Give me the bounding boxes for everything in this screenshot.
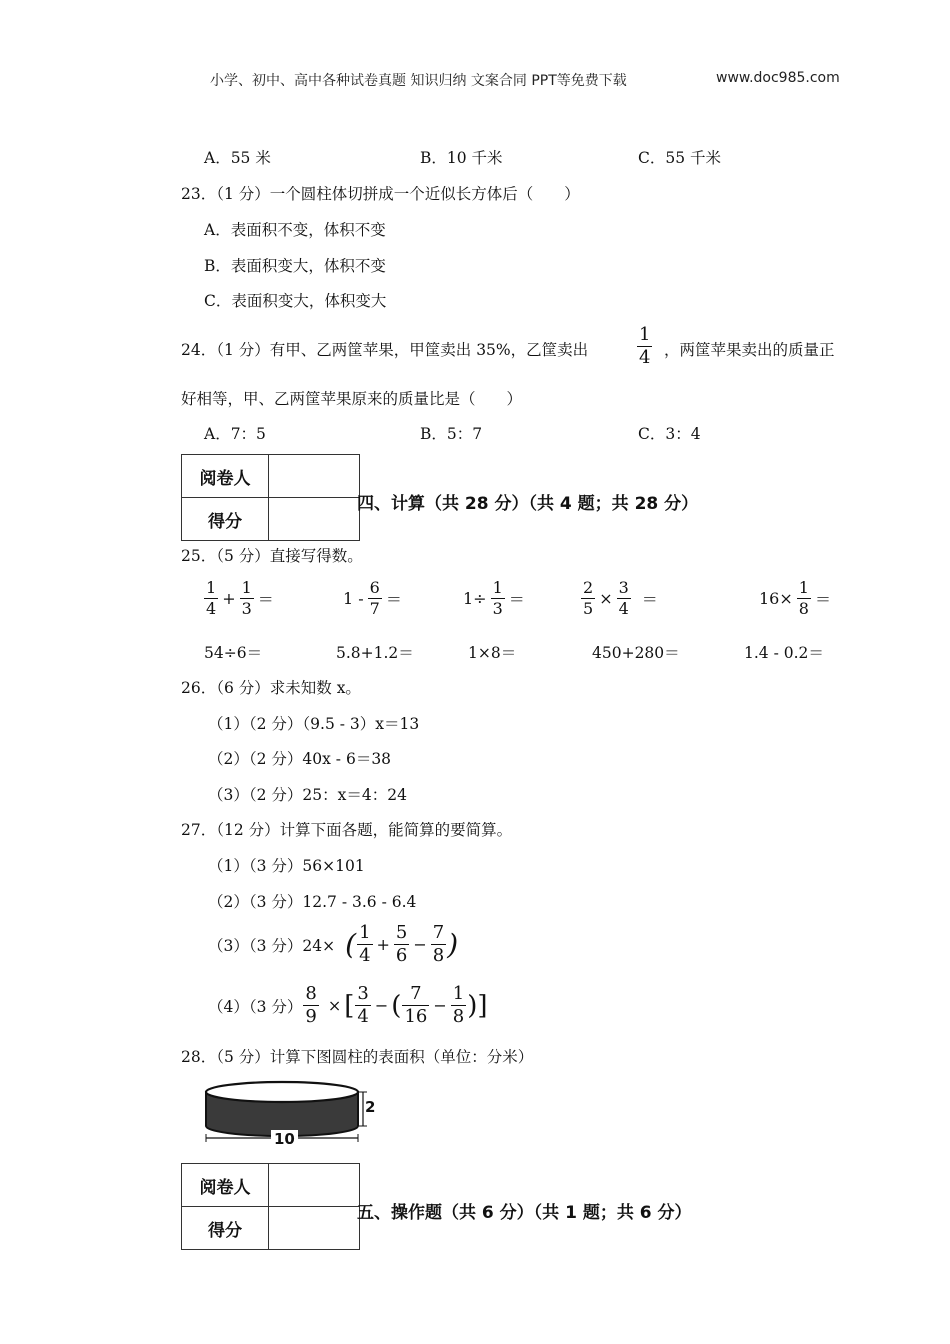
numerator: 1 bbox=[359, 922, 371, 943]
reviewer-blank[interactable] bbox=[269, 455, 360, 498]
score-blank[interactable] bbox=[269, 498, 360, 541]
right-paren: ) bbox=[447, 928, 459, 961]
operator: × bbox=[327, 996, 342, 1015]
reviewer-blank[interactable] bbox=[269, 1164, 360, 1207]
score-table-2 bbox=[181, 1163, 360, 1250]
numerator: 3 bbox=[618, 578, 629, 597]
numerator: 1 bbox=[206, 578, 217, 597]
operator: + bbox=[222, 589, 236, 608]
q23-option-b: B．表面积变大，体积不变 bbox=[204, 257, 386, 275]
q24-frac-numerator: 1 bbox=[639, 324, 651, 345]
q25-item-4 bbox=[580, 580, 661, 617]
q24-frac-denominator: 4 bbox=[639, 347, 651, 368]
score-blank[interactable] bbox=[269, 1207, 360, 1250]
cylinder-diameter-label: 10 bbox=[271, 1130, 298, 1148]
q25-item-3 bbox=[460, 580, 528, 617]
q22-option-b: B．10 千米 bbox=[420, 149, 503, 167]
numerator: 5 bbox=[395, 922, 408, 943]
numerator: 1 bbox=[492, 578, 503, 597]
left-paren: ( bbox=[391, 990, 402, 1021]
equals-sign: ＝ bbox=[641, 590, 658, 609]
q27-stem: 27．（12 分）计算下面各题，能简算的要简算。 bbox=[181, 821, 513, 839]
q25-stem: 25．（5 分）直接写得数。 bbox=[181, 547, 363, 565]
numerator: 1 bbox=[452, 983, 465, 1004]
equals-sign: ＝ bbox=[814, 590, 831, 609]
denominator: 16 bbox=[404, 1006, 428, 1027]
denominator: 3 bbox=[492, 599, 503, 618]
numerator: 1 bbox=[241, 578, 252, 597]
q27-item-4 bbox=[208, 985, 488, 1026]
numerator: 7 bbox=[410, 983, 422, 1004]
cylinder-figure bbox=[200, 1076, 390, 1158]
q25-item-1 bbox=[203, 580, 277, 617]
q24-option-c: C．3：4 bbox=[638, 425, 701, 443]
section-4-title: 四、计算（共 28 分）（共 4 题；共 28 分） bbox=[357, 494, 699, 514]
section-5-title: 五、操作题（共 6 分）（共 1 题；共 6 分） bbox=[357, 1203, 692, 1223]
q26-item-1: （1）（2 分）（9.5 - 3）x＝13 bbox=[208, 715, 420, 733]
q22-option-c: C．55 千米 bbox=[638, 149, 722, 167]
denominator: 4 bbox=[357, 1006, 369, 1027]
q24-stem-part1: 24．（1 分）有甲、乙两筐苹果，甲筐卖出 35%，乙筐卖出 bbox=[181, 341, 589, 359]
score-label: 得分 bbox=[182, 498, 269, 541]
denominator: 8 bbox=[452, 1006, 465, 1027]
denominator: 4 bbox=[359, 945, 371, 966]
right-paren: ) bbox=[467, 990, 478, 1021]
q26-item-2: （2）（2 分）40x - 6＝38 bbox=[208, 750, 392, 768]
numerator: 3 bbox=[357, 983, 369, 1004]
denominator: 7 bbox=[369, 599, 380, 618]
equals-sign: ＝ bbox=[385, 590, 402, 609]
q22-option-a: A．55 米 bbox=[204, 149, 271, 167]
q27-item-3 bbox=[208, 924, 458, 965]
denominator: 4 bbox=[206, 599, 217, 618]
q24-stem-part3: 好相等，甲、乙两筐苹果原来的质量比是（ ） bbox=[181, 390, 523, 408]
score-table-1 bbox=[181, 454, 360, 541]
score-label: 得分 bbox=[182, 1207, 269, 1250]
cylinder-height-label: 2 bbox=[365, 1098, 376, 1116]
page-header-left: 小学、初中、高中各种试卷真题 知识归纳 文案合同 PPT等免费下载 bbox=[210, 73, 627, 89]
numerator: 6 bbox=[369, 578, 380, 597]
denominator: 4 bbox=[618, 599, 629, 618]
q23-option-a: A．表面积不变，体积不变 bbox=[204, 221, 386, 239]
denominator: 8 bbox=[432, 945, 445, 966]
q27-item-1: （1）（3 分）56×101 bbox=[208, 857, 365, 875]
left-paren: ( bbox=[345, 928, 357, 961]
operator: − bbox=[433, 996, 447, 1015]
q23-stem: 23．（1 分）一个圆柱体切拼成一个近似长方体后（ ） bbox=[181, 185, 580, 203]
reviewer-label: 阅卷人 bbox=[182, 1164, 269, 1207]
q28-stem: 28．（5 分）计算下图圆柱的表面积（单位：分米） bbox=[181, 1048, 534, 1066]
equals-sign: ＝ bbox=[508, 590, 525, 609]
q24-option-b: B．5：7 bbox=[420, 425, 483, 443]
numerator: 8 bbox=[305, 983, 317, 1004]
operator: − bbox=[374, 996, 389, 1015]
q24-fraction bbox=[636, 326, 653, 367]
right-bracket: ] bbox=[477, 990, 488, 1021]
operator: − bbox=[413, 935, 427, 954]
operator: + bbox=[376, 935, 390, 954]
q25-item-6: 54÷6＝ bbox=[204, 644, 263, 662]
denominator: 3 bbox=[241, 599, 252, 618]
q26-stem: 26．（6 分）求未知数 x。 bbox=[181, 679, 361, 697]
expression-lead: 1 - bbox=[343, 589, 364, 608]
left-bracket: [ bbox=[344, 990, 355, 1021]
q25-item-5 bbox=[756, 580, 834, 617]
expression-lead: 16× bbox=[759, 589, 793, 608]
q25-item-7: 5.8+1.2＝ bbox=[336, 644, 414, 662]
q23-option-c: C．表面积变大，体积变大 bbox=[204, 292, 387, 310]
q25-item-8: 1×8＝ bbox=[468, 644, 517, 662]
numerator: 7 bbox=[432, 922, 445, 943]
q27-item-2: （2）（3 分）12.7 - 3.6 - 6.4 bbox=[208, 893, 417, 911]
reviewer-label: 阅卷人 bbox=[182, 455, 269, 498]
numerator: 1 bbox=[798, 578, 809, 597]
q26-item-3: （3）（2 分）25：x＝4：24 bbox=[208, 786, 407, 804]
q24-stem-part2: ，两筐苹果卖出的质量正 bbox=[664, 341, 835, 359]
numerator: 2 bbox=[583, 578, 594, 597]
expression-lead: 1÷ bbox=[463, 589, 487, 608]
item-label: （3）（3 分）24× bbox=[208, 936, 336, 955]
equals-sign: ＝ bbox=[257, 590, 274, 609]
q25-item-2 bbox=[340, 580, 405, 617]
operator: × bbox=[599, 589, 613, 608]
q25-item-10: 1.4 - 0.2＝ bbox=[744, 644, 824, 662]
denominator: 9 bbox=[305, 1006, 317, 1027]
q24-option-a: A．7：5 bbox=[204, 425, 266, 443]
denominator: 8 bbox=[798, 599, 809, 618]
denominator: 5 bbox=[583, 599, 594, 618]
q25-item-9: 450+280＝ bbox=[592, 644, 680, 662]
item-label: （4）（3 分） bbox=[208, 997, 303, 1016]
denominator: 6 bbox=[395, 945, 408, 966]
page-header-url: www.doc985.com bbox=[716, 70, 840, 86]
